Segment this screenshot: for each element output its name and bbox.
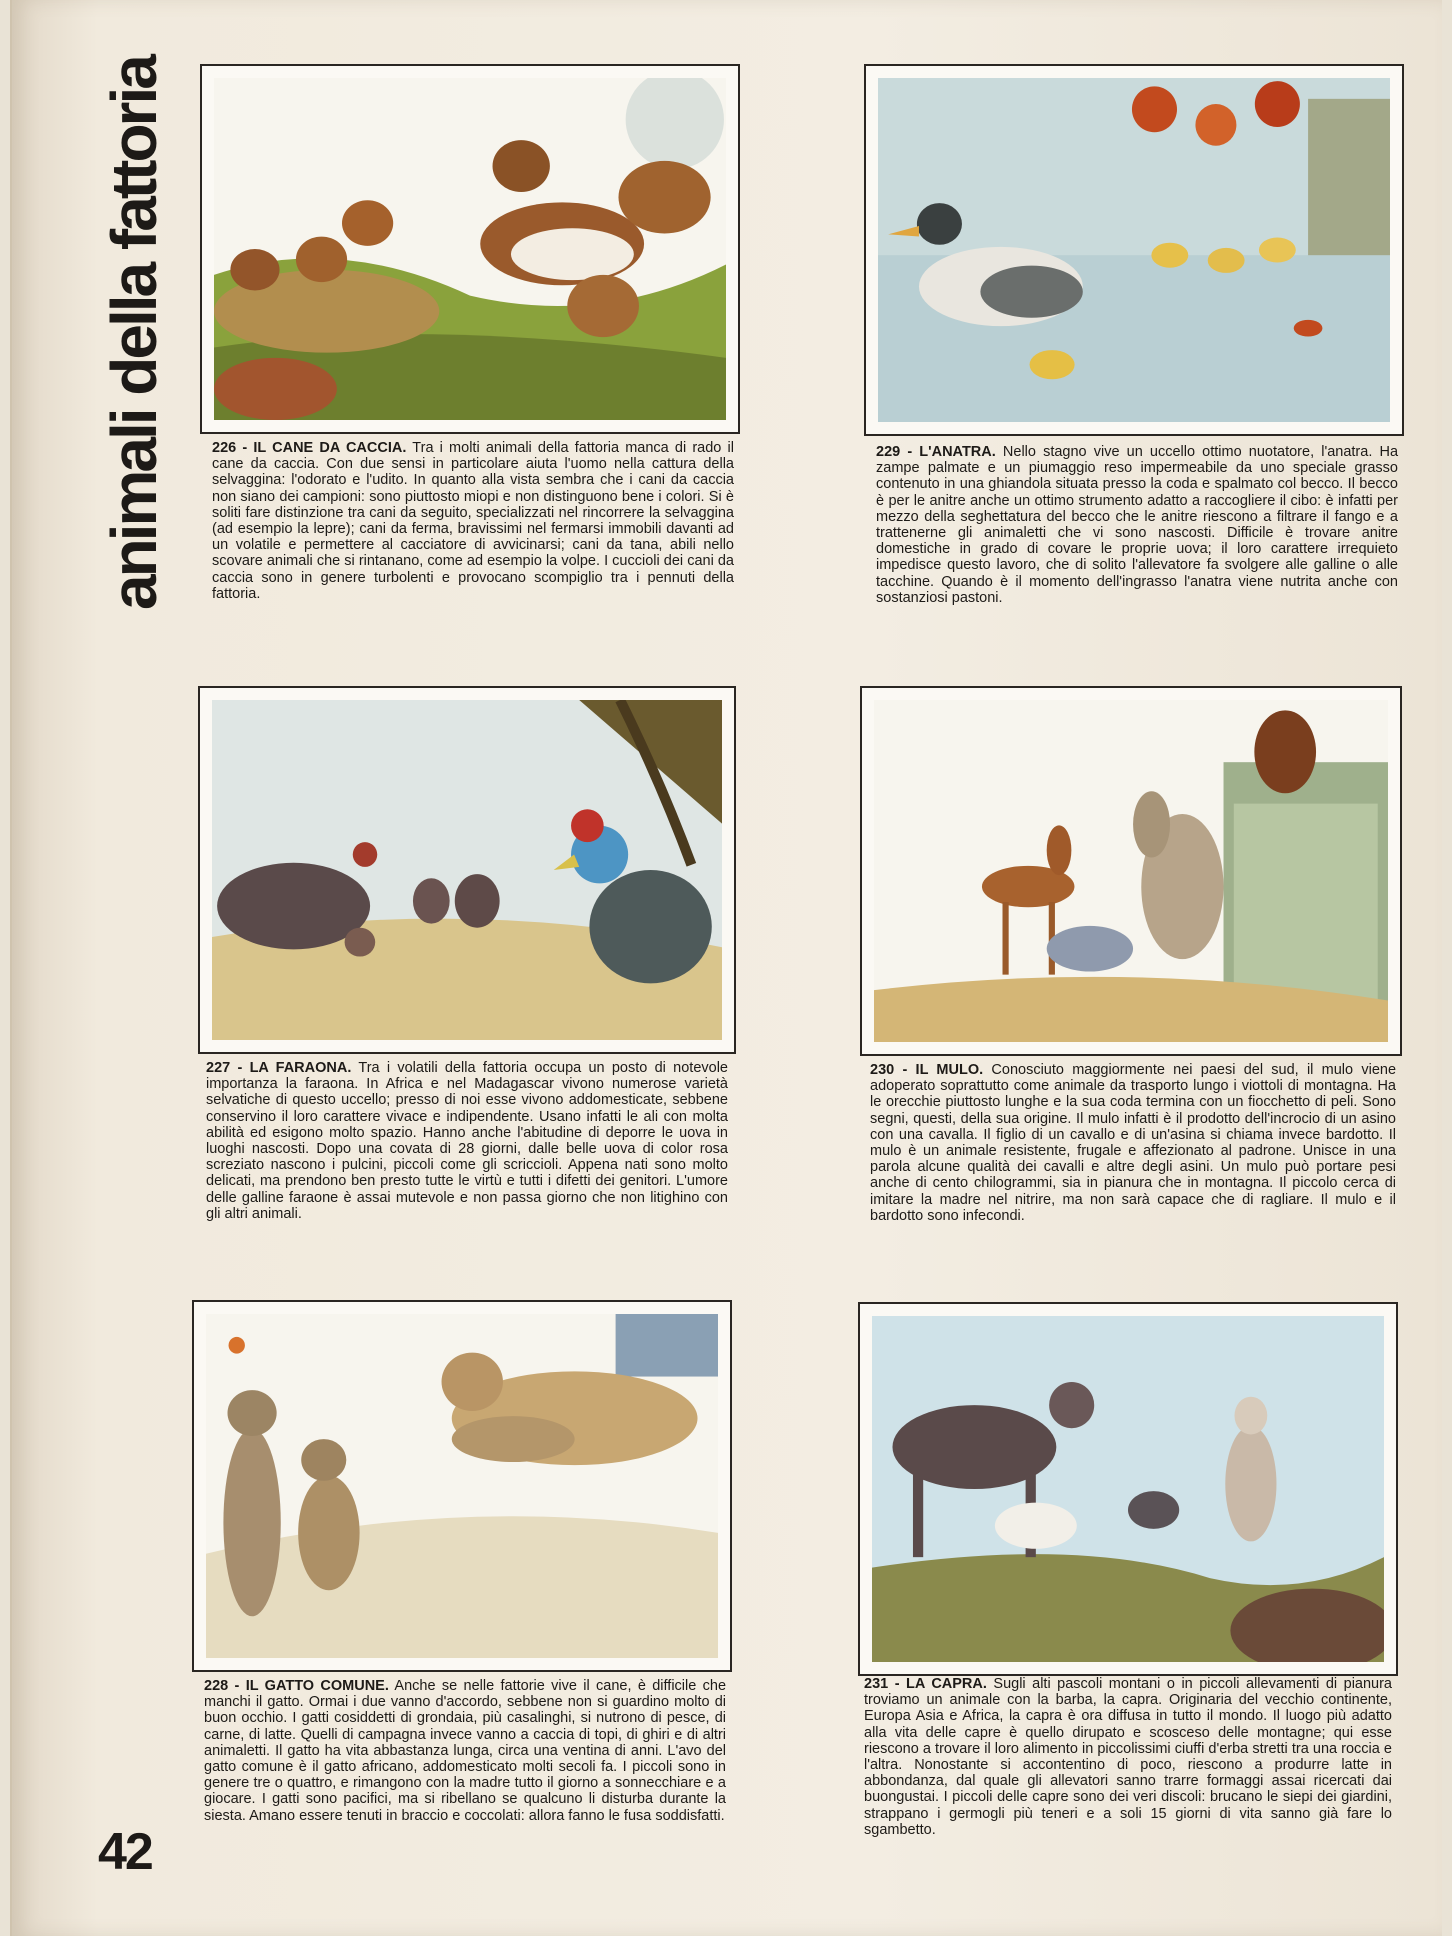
illustration-guinea-fowl	[212, 700, 722, 1040]
illustration-goats	[872, 1316, 1384, 1662]
caption-229: 229 - L'ANATRA. Nello stagno vive un uccello ottimo nuotatore, l'anatra. Ha zampe palmate e un piumaggio reso impermeabile da uno speciale grasso contenuto in una ghiandola situata presso la coda e spalmato col becco. Il becco è per le anitre anche un ottimo strumento adatto a raccogliere il cibo: è infatti per mezzo della seghettatura del becco che le anitre riescono a filtrare il fango e a trattenerne gli animaletti che vi sono nascosti. Difficile è trovare anitre domestiche in grado di covare le proprie uova; il loro carattere irrequieto impedisce questo lavoro, che di solito l'allevatore fa svolgere alle galline o alle tacchine. Quando è il momento dell'ingrasso l'anatra viene nutrita anche con sostanziosi pastoni.	[876, 444, 1399, 606]
illustration-mule	[874, 700, 1388, 1042]
caption-230: 230 - IL MULO. Conosciuto maggiormente nei paesi del sud, il mulo viene adoperato soprattutto come animale da trasporto lungo i viottoli di montagna. Ha le orecchie piuttosto lunghe e la sua coda termina con un fiocchetto di peli. Sono segni, questi, della sua origine. Il mulo infatti è il prodotto dell'incrocio di un asino con una cavalla. Il figlio di un cavallo e di un'asina si chiama invece bardotto. Il mulo è un animale resistente, frugale e affezionato al padrone. Unisce in una parola alcune qualità dei cavalli e altre degli asini. Un mulo può portare pesi anche di cento chilogrammi, sia in pianura che in montagna. Il piccolo cerca di imitare la madre nel nitrire, ma non sarà capace che di ragliare. Il mulo e il bardotto sono infecondi.	[870, 1062, 1397, 1224]
caption-227: 227 - LA FARAONA. Tra i volatili della fattoria occupa un posto di notevole importanza la faraona. In Africa e nel Madagascar vivono numerose varietà selvatiche di questo uccello; presso di noi esse vivono addomesticate, sebbene conservino il loro carattere vivace e indipendente. Usano infatti le ali con molta abilità ed esigono molto spazio. Hanno anche l'abitudine di deporre le uova in luoghi nascosti. Dopo una covata di 28 giorni, dalle belle uova di color rosa screziato nascono i pulcini, piccoli come gli scriccioli. Appena nati sono molto delicati, ma prendono ben presto tutte le virtù e tutti i difetti dei genitori. L'umore delle galline faraone è assai mutevole e non passa giorno che non litighino con gli altri animali.	[206, 1060, 728, 1222]
card-image-226	[200, 64, 740, 434]
caption-228: 228 - IL GATTO COMUNE. Anche se nelle fattorie vive il cane, è difficile che manchi il gatto. Ormai i due vanno d'accordo, sebbene non si guardino molto di buon occhio. I gatti cosiddetti di grondaia, più casalinghi, si nutrono di pesce, di carne, di latte. Quelli di campagna invece vanno a caccia di topi, di ghiri e di altri animaletti. Il gatto ha vita abbastanza lunga, circa una ventina di anni. L'avo del gatto comune è il gatto africano, addomesticato molti secoli fa. I piccoli sono in genere tre o quattro, e rimangono con la madre tutto il giorno a sonnecchiare e a giocare. I gatti sono pacifici, ma si ribellano se qualcuno li disturba durante la siesta. Amano essere tenuti in braccio e coccolati: allora fanno le fusa soddisfatti.	[204, 1678, 727, 1824]
illustration-cats	[206, 1314, 718, 1658]
caption-226: 226 - IL CANE DA CACCIA. Tra i molti animali della fattoria manca di rado il cane da caccia. Con due sensi in particolare aiuta l'uomo nella cattura della selvaggina: l'odorato e l'udito. In quanto alla vista sembra che i cani da caccia non siano dei campioni: sono piuttosto miopi e non distinguono bene i colori. Si è soliti fare distinzione tra cani da seguito, specializzati nel rincorrere la selvaggina (ad esempio la lepre); cani da ferma, bravissimi nel fermarsi immobili davanti ad un volatile e permettere al cacciatore di avvicinarsi; cani da tana, abili nello scovare animali che si rintanano, come ad esempio la volpe. I cuccioli dei cani da caccia sono in genere turbolenti e provocano scompiglio tra i pennuti della fattoria.	[212, 440, 734, 602]
album-page	[10, 0, 1442, 1936]
card-image-231	[858, 1302, 1398, 1676]
illustration-hunting-dogs	[214, 78, 726, 420]
illustration-duck	[878, 78, 1390, 422]
card-image-230	[860, 686, 1402, 1056]
card-image-228	[192, 1300, 732, 1672]
section-title: animali della fattoria	[98, 57, 170, 610]
caption-231: 231 - LA CAPRA. Sugli alti pascoli montani o in piccoli allevamenti di pianura troviamo un animale con la barba, la capra. Originaria del vecchio continente, Europa Asia e Africa, la capra è ora diffusa in tutto il mondo. Il luogo più adatto alla vita delle capre è quello dirupato e scosceso delle montagne; qui esse riescono a trovare il loro alimento in piccolissimi ciuffi d'erba stretti tra una roccia e l'altra. Nonostante si accontentino di poco, riescono a produrre latte in abbondanza, dal quale gli allevatori sanno trarre formaggi assai ricercati dai buongustai. I piccoli delle capre sono dei veri discoli: brucano le siepi dei giardini, strappano i germogli più teneri e a soli 15 giorni di vita sanno già fare lo sgambetto.	[864, 1676, 1393, 1838]
card-image-229	[864, 64, 1404, 436]
card-image-227	[198, 686, 736, 1054]
page-number: 42	[98, 1823, 152, 1881]
